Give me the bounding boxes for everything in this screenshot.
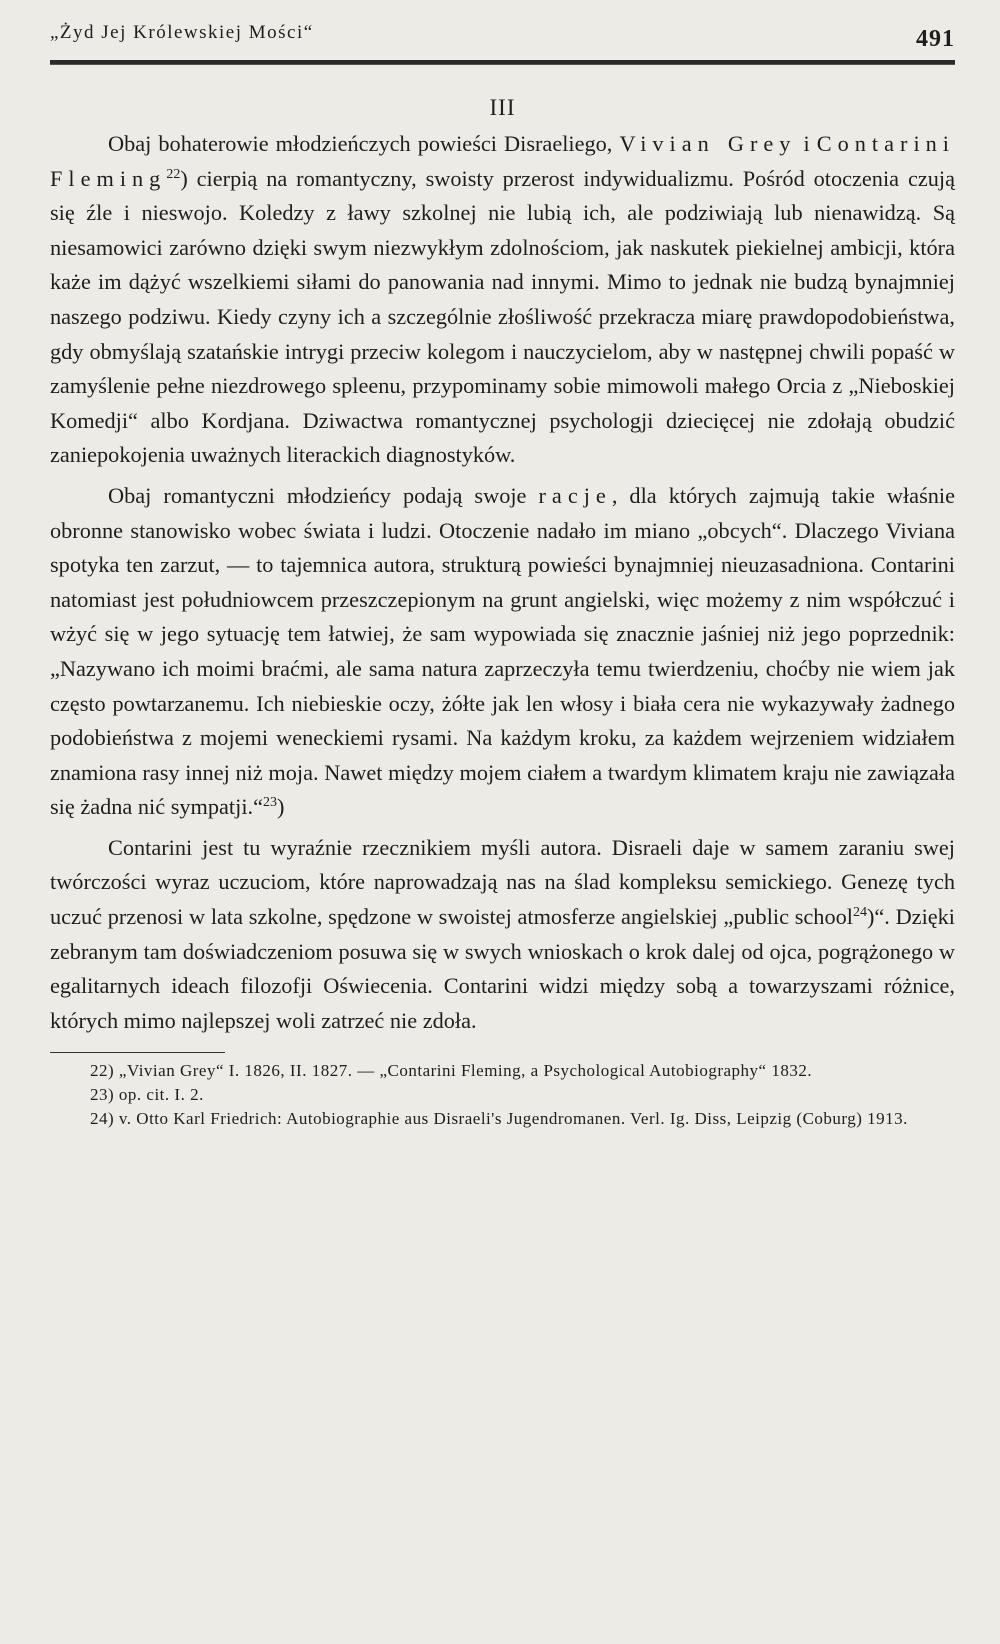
- paragraph-1-text-b: i: [796, 131, 817, 156]
- emphasis-racje: racje: [538, 482, 612, 508]
- page-number: 491: [916, 26, 955, 52]
- footnote-ref-24: 24: [852, 905, 867, 921]
- header-rule: [50, 60, 955, 65]
- paragraph-2-text-c: ): [277, 794, 285, 820]
- section-heading: III: [489, 95, 516, 120]
- name-vivian-grey: Vivian Grey: [619, 131, 797, 156]
- book-page: [50, 18, 955, 1131]
- footnote-rule: [50, 1052, 225, 1053]
- paragraph-3-text-a: Contarini jest tu wyraźnie rzecznikiem myśli autora. Disraeli daje w samem zaraniu swej twórczości wyraz uczuciom, które naprowadzają nas na ślad kompleksu semickiego. Genezę tych uczuć przenosi w lata szkolne, spędzone w swoistej atmosferze angielskiej „public school: [50, 834, 955, 930]
- footnote-23: 23) op. cit. I. 2.: [90, 1085, 204, 1105]
- paragraph-2-text-a: Obaj romantyczni młodzieńcy podają swoje: [108, 482, 539, 508]
- paragraph-3-text-b: )“. Dzięki zebranym tam doświadczeniom posuwa się w swych wnioskach o krok dalej od ojca, pogrążonego w egalitarnych ideach filozofji Oświecenia. Contarini widzi między sobą a towarzyszami różnice, których mimo najlepszej woli zatrzeć nie zdoła.: [50, 904, 955, 1033]
- paragraph-1-text-c: ) cierpią na romantyczny, swoisty przerost indywidualizmu. Pośród otoczenia czują się źle i nieswojo. Koledzy z ławy szkolnej nie lubią ich, ale podziwiają lub nienawidzą. Są niesamowici zarówno dzięki swym niezwykłym zdolnościom, jak naskutek piekielnej ambicji, która każe im dążyć wszelkiemi siłami do panowania nad innymi. Mimo to jednak nie budzą bynajmniej naszego podziwu. Kiedy czyny ich a szczególnie złośliwość przekracza miarę prawdopodobieństwa, gdy obmyślają szatańskie intrygi przeciw kolegom i nauczycielom, aby w następnej chwili popaść w zamyślenie pełne niezdrowego spleenu, przypominamy sobie mimowoli małego Orcia z „Nieboskiej Komedji“ albo Kordjana. Dziwactwa romantycznej psychologji dziecięcej nie zdołają obudzić zaniepokojenia uważnych literackich diagnostyków.: [50, 165, 955, 468]
- name-contarini-fleming: Contarini Fleming: [50, 131, 955, 191]
- paragraph-2-text-b: , dla których zajmują takie właśnie obronne stanowisko wobec świata i ludzi. Otoczenie nadało im miano „obcych“. Dlaczego Viviana spotyka ten zarzut, — to tajemnica autora, strukturą powieści bynajmniej nieuzasadniona. Contarini natomiast jest południowcem przeszczepionym na grunt angielski, więc możemy z nim współczuć i wżyć się w jego sytuację tem łatwiej, że sam wypowiada się znacznie jaśniej niż jego poprzednik: „Nazywano ich moimi braćmi, ale sama natura zaprzeczyła temu twierdzeniu, choćby nie wiem jak często powtarzanemu. Ich niebieskie oczy, żółte jak len włosy i biała cera nie wykazywały żadnego podobieństwa z mojemi weneckiemi rysami. Na każdym kroku, za każdem wejrzeniem widziałem znamiona rasy innej niż moja. Nawet między mojem ciałem a twardym klimatem kraju nie zawiązała się żadna nić sympatji.“: [50, 482, 955, 820]
- paragraph-1: [50, 127, 955, 473]
- running-header: [50, 18, 955, 50]
- paragraph-2: [50, 479, 955, 825]
- paragraph-3: [50, 831, 955, 1039]
- footnote-ref-22: 22: [166, 166, 181, 182]
- footnote-24: 24) v. Otto Karl Friedrich: Autobiographie aus Disraeli's Jugendromanen. Verl. Ig. Diss, Leipzig (Coburg) 1913.: [90, 1109, 908, 1129]
- footnote-ref-23: 23: [263, 795, 277, 811]
- footnote-22: 22) „Vivian Grey“ I. 1826, II. 1827. — „Contarini Fleming, a Psychological Autobiography“ 1832.: [90, 1061, 813, 1081]
- paragraph-1-text-a: Obaj bohaterowie młodzieńczych powieści Disraeliego,: [108, 131, 620, 156]
- running-title: „Żyd Jej Królewskiej Mości“: [50, 22, 314, 43]
